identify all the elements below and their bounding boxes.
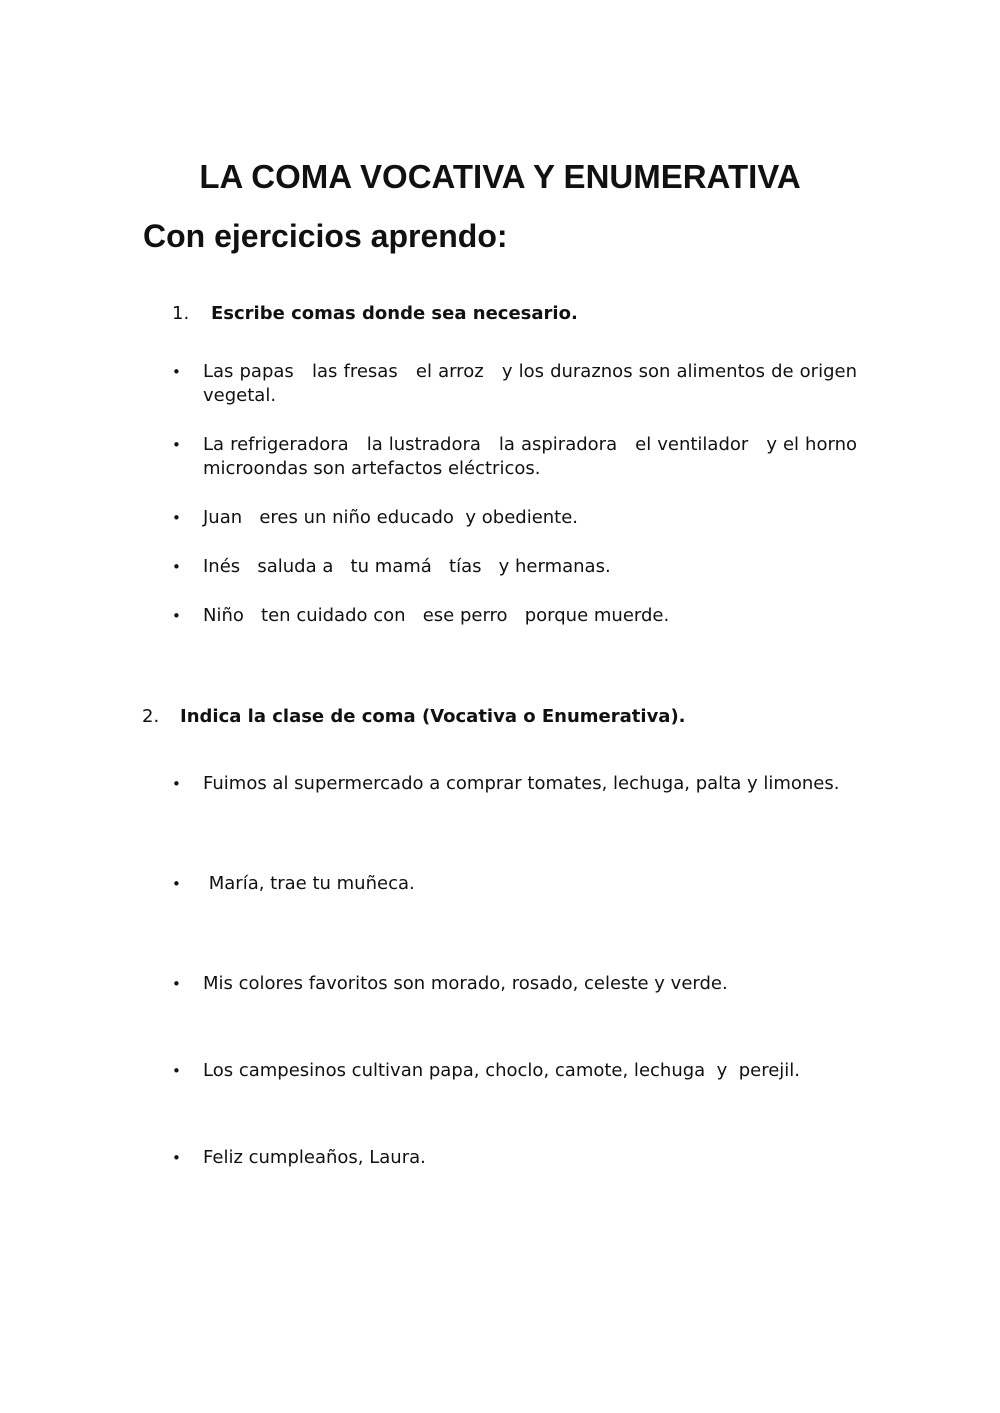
- section-1-heading-text: Escribe comas donde sea necesario.: [211, 303, 578, 324]
- exercise-1-item-5: Niño ten cuidado con ese perro porque muerde.: [203, 605, 670, 626]
- bullet-icon: •: [172, 558, 181, 576]
- section-1-heading: [172, 303, 578, 324]
- list-item: [172, 972, 857, 996]
- exercise-2-item-2: María, trae tu muñeca.: [203, 873, 415, 894]
- exercise-1-item-1: Las papas las fresas el arroz y los duraznos son alimentos de origen vegetal.: [203, 361, 863, 406]
- list-item: [172, 1059, 857, 1083]
- list-item: [172, 1146, 857, 1170]
- section-1-number: 1.: [172, 303, 190, 324]
- list-item: [172, 772, 857, 796]
- exercise-2-item-3: Mis colores favoritos son morado, rosado, celeste y verde.: [203, 973, 728, 994]
- bullet-icon: •: [172, 363, 181, 381]
- section-2-heading-text: Indica la clase de coma (Vocativa o Enumerativa).: [180, 706, 686, 727]
- exercise-2-item-1: Fuimos al supermercado a comprar tomates, lechuga, palta y limones.: [203, 773, 840, 794]
- worksheet-subtitle: Con ejercicios aprendo:: [143, 218, 508, 254]
- exercise-1-item-3: Juan eres un niño educado y obediente.: [203, 507, 579, 528]
- bullet-icon: •: [172, 1062, 181, 1080]
- bullet-icon: •: [172, 775, 181, 793]
- section-2-heading: [142, 706, 686, 727]
- bullet-icon: •: [172, 1149, 181, 1167]
- list-item: [172, 872, 857, 896]
- list-item: [172, 506, 857, 530]
- list-item: [172, 360, 863, 408]
- bullet-icon: •: [172, 975, 181, 993]
- bullet-icon: •: [172, 607, 181, 625]
- list-item: [172, 555, 857, 579]
- exercise-1-item-4: Inés saluda a tu mamá tías y hermanas.: [203, 556, 611, 577]
- list-item: [172, 433, 863, 481]
- bullet-icon: •: [172, 875, 181, 893]
- section-2-number: 2.: [142, 706, 160, 727]
- exercise-2-item-4: Los campesinos cultivan papa, choclo, camote, lechuga y perejil.: [203, 1060, 801, 1081]
- exercise-2-item-5: Feliz cumpleaños, Laura.: [203, 1147, 426, 1168]
- bullet-icon: •: [172, 436, 181, 454]
- exercise-1-item-2: La refrigeradora la lustradora la aspiradora el ventilador y el horno microondas son artefactos eléctricos.: [203, 434, 863, 479]
- worksheet-title: LA COMA VOCATIVA Y ENUMERATIVA: [199, 158, 801, 195]
- bullet-icon: •: [172, 509, 181, 527]
- list-item: [172, 604, 857, 628]
